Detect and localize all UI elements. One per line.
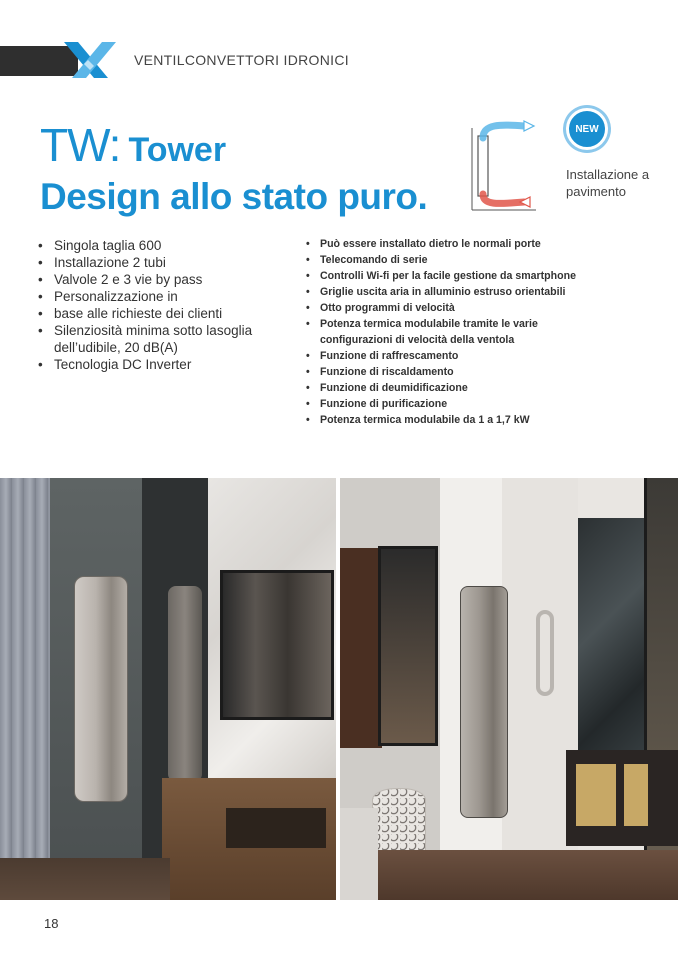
list-item: • Funzione di purificazione (306, 396, 576, 412)
features-left-list (38, 237, 270, 373)
list-item: • Personalizzazione in (38, 288, 270, 305)
list-item: • Potenza termica modulabile tramite le varie configurazioni di velocità della ventola (306, 316, 576, 348)
list-item: • Funzione di riscaldamento (306, 364, 576, 380)
list-item: • Telecomando di serie (306, 252, 576, 268)
list-item: • Griglie uscita aria in alluminio estruso orientabili (306, 284, 576, 300)
list-item: • Installazione 2 tubi (38, 254, 270, 271)
section-title: VENTILCONVETTORI IDRONICI (134, 52, 349, 68)
tagline: Design allo stato puro. (40, 176, 428, 217)
curtain (0, 478, 50, 900)
floor (0, 858, 170, 900)
wood-partition (340, 548, 382, 748)
cabinet-shelf (226, 808, 326, 848)
television (220, 570, 334, 720)
new-badge: NEW (566, 108, 608, 150)
sideboard-door (624, 764, 648, 826)
fan-coil-unit (168, 586, 202, 782)
lounge-photo (340, 478, 678, 900)
list-item: • Otto programmi di velocità (306, 300, 576, 316)
model-name: Tower (128, 131, 227, 169)
list-item: • base alle richieste dei clienti (38, 305, 270, 322)
product-title (40, 118, 226, 172)
list-item: • Singola taglia 600 (38, 237, 270, 254)
list-item: • Tecnologia DC Inverter (38, 356, 270, 373)
installation-note: Installazione a pavimento (566, 167, 650, 199)
list-item: • Silenziosità minima sotto lasoglia dell’udibile, 20 dB(A) (38, 322, 270, 356)
features-right-list (306, 236, 576, 428)
living-room-photo (0, 478, 336, 900)
page-number: 18 (44, 916, 59, 931)
list-item: • Funzione di deumidificazione (306, 380, 576, 396)
stone-wall (578, 518, 644, 778)
glass-door (378, 546, 438, 746)
list-item: • Può essere installato dietro le normali porte (306, 236, 576, 252)
sideboard-door (576, 764, 616, 826)
list-item: • Controlli Wi-fi per la facile gestione da smartphone (306, 268, 576, 284)
list-item: • Valvole 2 e 3 vie by pass (38, 271, 270, 288)
airflow-diagram-icon (470, 118, 544, 216)
fan-coil-unit (74, 576, 128, 802)
armchair (340, 808, 378, 900)
list-item: • Funzione di raffrescamento (306, 348, 576, 364)
floor (378, 850, 678, 900)
fan-coil-unit (460, 586, 508, 818)
model-code: TW: (40, 119, 121, 171)
sculpture (536, 610, 554, 696)
list-item: • Potenza termica modulabile da 1 a 1,7 kW (306, 412, 576, 428)
x-logo-icon (58, 38, 122, 82)
